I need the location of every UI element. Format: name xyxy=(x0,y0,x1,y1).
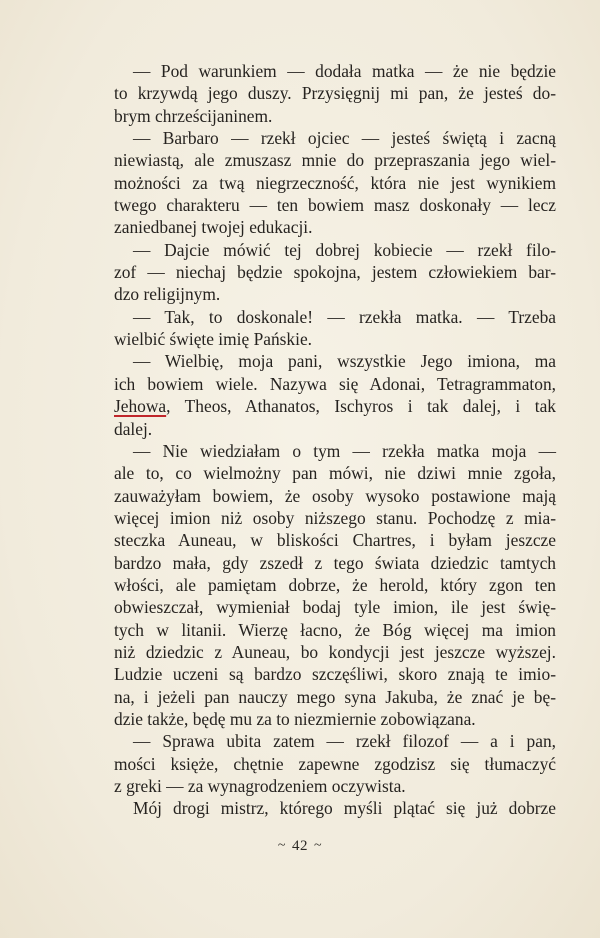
text-line: dalej. xyxy=(114,418,153,439)
text-line: zauważyłam bowiem, że osoby wysoko postawione mają xyxy=(114,485,556,506)
text-line: więcej imion niż osoby niższego stanu. Pochodzę z mia- xyxy=(114,507,556,528)
text-line: brym chrześcijaninem. xyxy=(114,105,273,126)
text-line: bardzo mała, gdy zszedł z tego świata dziedzic tamtych xyxy=(114,552,556,573)
text-line: włości, ale pamiętam dobrze, że herold, który zgon ten xyxy=(114,574,556,595)
text-line: tych w litanii. Wierzę łacno, że Bóg więcej ma imion xyxy=(114,619,556,640)
text-line: niż dziedzic z Auneau, bo kondycji jest jeszcze wyższej. xyxy=(114,641,556,662)
text-line: twego charakteru — ten bowiem masz doskonały — lecz xyxy=(114,195,556,216)
text-line: Mój drogi mistrz, którego myśli plątać się już dobrze xyxy=(133,798,556,819)
text-line: dzie także, będę mu za to niezmiernie zobowiązana. xyxy=(114,708,476,729)
text-line: zof — niechaj będzie spokojna, jestem człowiekiem bar- xyxy=(114,262,556,283)
tilde-ornament-icon: ~ xyxy=(314,838,323,853)
text-line: — Tak, to doskonale! — rzekła matka. — Trzeba xyxy=(133,306,556,327)
text-line: — Barbaro — rzekł ojciec — jesteś świętą i zacną xyxy=(133,128,556,149)
text-line: możności za twą niegrzeczność, która nie jest wynikiem xyxy=(114,172,556,193)
text-line: Ludzie uczeni są bardzo szczęśliwi, skoro znają te imio- xyxy=(114,664,556,685)
text-line: — Sprawa ubita zatem — rzekł filozof — a i pan, xyxy=(133,731,556,752)
text-line: steczka Auneau, w bliskości Chartres, i byłam jeszcze xyxy=(114,530,556,551)
text-line: ale to, co wielmożny pan mówi, nie dziwi mnie zgoła, xyxy=(114,463,556,484)
text-line: mości księże, chętnie zapewne zgodzisz się tłumaczyć xyxy=(114,753,556,774)
text-line: obwieszczał, wymieniał bodaj tyle imion, ile jest świę- xyxy=(114,597,556,618)
text-line-rest: , Theos, Athanatos, Ischyros i tak dalej, i tak xyxy=(166,396,556,417)
page-body-text xyxy=(114,60,556,820)
text-line: — Nie wiedziałam o tym — rzekła matka moja — xyxy=(133,440,556,461)
text-line: na, i jeżeli pan nauczy mego syna Jakuba, że znać je bę- xyxy=(114,686,556,707)
tilde-ornament-icon: ~ xyxy=(277,838,286,853)
underlined-word: Jehowa xyxy=(114,396,167,417)
page-number-footer xyxy=(0,836,600,857)
text-line: ich bowiem wiele. Nazywa się Adonai, Tetragrammaton, xyxy=(114,373,556,394)
text-line: z greki — za wynagrodzeniem oczywista. xyxy=(114,776,406,796)
text-line: wielbić święte imię Pańskie. xyxy=(114,329,313,350)
page-number: 42 xyxy=(292,838,308,854)
text-line: — Dajcie mówić tej dobrej kobiecie — rzekł filo- xyxy=(133,239,556,260)
text-line-with-underline xyxy=(114,395,556,417)
text-line: — Pod warunkiem — dodała matka — że nie będzie xyxy=(133,61,556,81)
text-line: dzo religijnym. xyxy=(114,284,221,305)
text-line: — Wielbię, moja pani, wszystkie Jego imiona, ma xyxy=(133,351,556,372)
text-line: to krzywdą jego duszy. Przysięgnij mi pan, że jesteś do- xyxy=(114,83,556,104)
text-line: niewiastą, ale zmuszasz mnie do przepraszania jego wiel- xyxy=(114,150,556,171)
text-line: zaniedbanej twojej edukacji. xyxy=(114,217,313,238)
